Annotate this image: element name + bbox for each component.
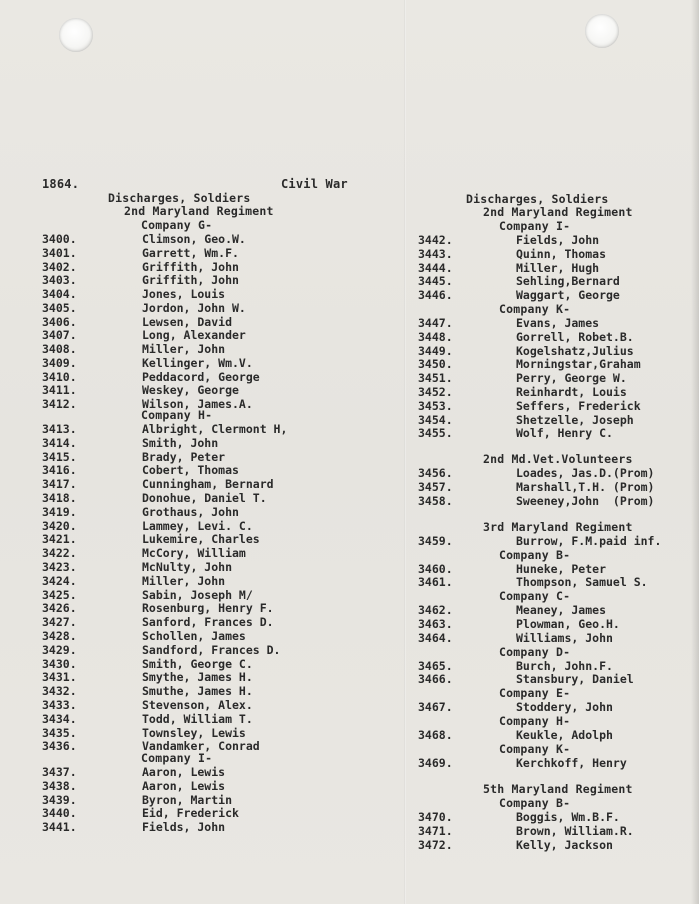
left-company-g-label: Company G- [141, 218, 213, 232]
entry-number: 3452. [418, 385, 453, 399]
entry-number: 3453. [418, 398, 453, 413]
entry-name: Evans, James [516, 316, 600, 330]
entry-name: Miller, Hugh [516, 260, 600, 275]
entry-name: Cunningham, Bernard [142, 477, 274, 492]
list-item [418, 700, 613, 715]
entry-number: 3403. [42, 273, 77, 288]
entry-number: 3419. [42, 504, 77, 519]
entry-number: 3418. [42, 491, 77, 505]
entry-name: Perry, George W. [516, 371, 627, 386]
fifth-company-b-label: Company B- [499, 796, 571, 810]
page-edge-shadow [691, 0, 699, 904]
entry-name: Jones, Louis [142, 287, 226, 301]
entry-number: 3424. [42, 573, 77, 588]
entry-number: 3434. [42, 711, 77, 726]
entry-name: Jordon, John W. [142, 300, 246, 315]
entry-name: Miller, John [142, 342, 226, 356]
entry-number: 3464. [418, 631, 453, 645]
entry-number: 3433. [42, 698, 77, 712]
entry-name: Lukemire, Charles [142, 532, 260, 547]
entry-name: Donohue, Daniel T. [142, 491, 267, 505]
entry-name: Stoddery, John [516, 700, 613, 714]
right-company-k-label: Company K- [499, 302, 571, 316]
entry-name: Smith, John [142, 435, 219, 450]
entry-number: 3461. [418, 575, 453, 589]
entry-name: Seffers, Frederick [516, 398, 641, 413]
entry-number: 3435. [42, 725, 77, 740]
list-item [418, 672, 634, 687]
vet-volunteers-label: 2nd Md.Vet.Volunteers [483, 452, 633, 466]
list-item [418, 617, 620, 632]
entry-name: Burrow, F.M.paid inf. [516, 534, 662, 548]
entry-number: 3429. [42, 642, 77, 657]
entry-number: 3408. [42, 342, 77, 356]
entry-number: 3405. [42, 300, 77, 315]
entry-number: 3450. [418, 357, 453, 372]
entry-name: Lammey, Levi. C. [142, 518, 253, 533]
fifth-regiment-label: 5th Maryland Regiment [483, 782, 633, 796]
third-company-h-label: Company H- [499, 714, 571, 728]
entry-name: Rosenburg, Henry F. [142, 601, 274, 616]
entry-number: 3428. [42, 629, 77, 643]
entry-number: 3438. [42, 778, 77, 793]
entry-name: Brady, Peter [142, 449, 226, 464]
left-company-h-label: Company H- [141, 408, 213, 422]
entry-name: Gorrell, Robet.B. [516, 329, 634, 344]
right-heading: Discharges, Soldiers [466, 192, 609, 206]
entry-number: 3406. [42, 314, 77, 329]
entry-name: Waggart, George [516, 288, 620, 303]
entry-name: Reinhardt, Louis [516, 385, 627, 399]
entry-name: Vandamker, Conrad [142, 739, 260, 754]
entry-name: Eid, Frederick [142, 806, 239, 821]
entry-number: 3471. [418, 823, 453, 838]
entry-name: Weskey, George [142, 383, 239, 398]
entry-number: 3446. [418, 288, 453, 303]
entry-name: Fields, John [142, 820, 226, 835]
entry-number: 3401. [42, 245, 77, 260]
entry-number: 3468. [418, 728, 453, 742]
punch-hole-left [59, 18, 93, 52]
punch-hole-right [585, 14, 619, 48]
entry-number: 3459. [418, 534, 453, 548]
entry-number: 3426. [42, 601, 77, 616]
entry-number: 3413. [42, 422, 77, 436]
entry-number: 3445. [418, 274, 453, 289]
entry-name: Brown, William.R. [516, 823, 634, 838]
entry-name: Morningstar,Graham [516, 357, 641, 372]
entry-number: 3462. [418, 603, 453, 617]
left-regiment: 2nd Maryland Regiment [124, 204, 274, 218]
list-item [418, 756, 627, 771]
third-company-k-label: Company K- [499, 742, 571, 756]
entry-name: Cobert, Thomas [142, 463, 239, 478]
entry-number: 3431. [42, 670, 77, 685]
entry-number: 3417. [42, 477, 77, 492]
entry-name: Miller, John [142, 573, 226, 588]
entry-number: 3436. [42, 739, 77, 754]
entry-name: Stansbury, Daniel [516, 672, 634, 686]
entry-name: Burch, John.F. [516, 659, 613, 673]
entry-number: 3444. [418, 260, 453, 275]
entry-name: Williams, John [516, 631, 613, 645]
entry-name: Lewsen, David [142, 314, 233, 329]
entry-number: 3420. [42, 518, 77, 533]
entry-name: Wilson, James.A. [142, 397, 253, 411]
entry-number: 3443. [418, 246, 453, 261]
entry-name: Smuthe, James H. [142, 684, 253, 699]
entry-name: Sehling,Bernard [516, 274, 620, 289]
right-company-i-label: Company I- [499, 219, 571, 233]
entry-number: 3409. [42, 355, 77, 370]
entry-number: 3458. [418, 493, 453, 508]
entry-number: 3469. [418, 756, 453, 770]
entry-number: 3422. [42, 546, 77, 561]
entry-number: 3404. [42, 287, 77, 301]
entry-name: Griffith, John [142, 259, 239, 274]
entry-name: Marshall,T.H. (Prom) [516, 479, 655, 494]
left-heading: Discharges, Soldiers [108, 191, 251, 205]
entry-number: 3427. [42, 615, 77, 630]
entry-name: Kelly, Jackson [516, 837, 613, 852]
third-company-e-label: Company E- [499, 686, 571, 700]
entry-number: 3447. [418, 316, 453, 330]
entry-name: Garrett, Wm.F. [142, 245, 239, 260]
entry-number: 3423. [42, 560, 77, 574]
entry-number: 3442. [418, 233, 453, 247]
left-company-i-label: Company I- [141, 751, 213, 765]
entry-name: Peddacord, George [142, 369, 260, 384]
entry-number: 3448. [418, 329, 453, 344]
entry-number: 3421. [42, 532, 77, 547]
third-company-b-label: Company B- [499, 548, 571, 562]
entry-name: Quinn, Thomas [516, 246, 607, 261]
entry-number: 3416. [42, 463, 77, 478]
entry-number: 3432. [42, 684, 77, 699]
page-fold [404, 0, 406, 904]
entry-number: 3437. [42, 765, 77, 779]
entry-name: Keukle, Adolph [516, 728, 613, 742]
entry-number: 3440. [42, 806, 77, 821]
entry-name: Climson, Geo.W. [142, 232, 246, 246]
entry-number: 3441. [42, 820, 77, 835]
entry-number: 3410. [42, 369, 77, 384]
entry-name: Huneke, Peter [516, 562, 607, 576]
third-regiment-label: 3rd Maryland Regiment [483, 520, 633, 534]
entry-name: Sabin, Joseph M/ [142, 587, 253, 602]
entry-name: Sandford, Frances D. [142, 642, 281, 657]
entry-name: Shetzelle, Joseph [516, 412, 634, 427]
entry-name: Griffith, John [142, 273, 239, 288]
entry-name: McNulty, John [142, 560, 233, 574]
entry-number: 3463. [418, 617, 453, 631]
entry-name: Kellinger, Wm.V. [142, 355, 253, 370]
year-label: 1864. [42, 177, 80, 191]
entry-number: 3467. [418, 700, 453, 714]
list-item [418, 631, 613, 646]
entry-name: Townsley, Lewis [142, 725, 246, 740]
entry-number: 3449. [418, 343, 453, 358]
entry-name: Boggis, Wm.B.F. [516, 810, 620, 824]
entry-name: Aaron, Lewis [142, 778, 226, 793]
entry-name: Plowman, Geo.H. [516, 617, 620, 631]
entry-number: 3460. [418, 562, 453, 576]
list-item [418, 603, 607, 618]
entry-number: 3457. [418, 479, 453, 494]
entry-name: Aaron, Lewis [142, 765, 226, 779]
entry-number: 3430. [42, 656, 77, 671]
entry-name: McCory, William [142, 546, 246, 561]
entry-name: Grothaus, John [142, 504, 239, 519]
entry-number: 3415. [42, 449, 77, 464]
third-company-d-label: Company D- [499, 645, 571, 659]
entry-number: 3456. [418, 466, 453, 480]
entry-name: Long, Alexander [142, 328, 246, 343]
entry-number: 3454. [418, 412, 453, 427]
entry-number: 3465. [418, 659, 453, 673]
list-item [418, 728, 613, 743]
entry-number: 3470. [418, 810, 453, 824]
entry-name: Thompson, Samuel S. [516, 575, 648, 589]
entry-name: Kerchkoff, Henry [516, 756, 627, 770]
list-item [418, 534, 662, 549]
entry-name: Todd, William T. [142, 711, 253, 726]
right-regiment: 2nd Maryland Regiment [483, 205, 633, 219]
entry-number: 3412. [42, 397, 77, 411]
entry-name: Loades, Jas.D.(Prom) [516, 466, 655, 480]
entry-number: 3472. [418, 837, 453, 852]
list-item [418, 575, 648, 590]
page-title: Civil War [281, 177, 348, 191]
entry-name: Smythe, James H. [142, 670, 253, 685]
entry-name: Kogelshatz,Julius [516, 343, 634, 358]
entry-number: 3411. [42, 383, 77, 398]
entry-name: Fields, John [516, 233, 600, 247]
entry-name: Sanford, Frances D. [142, 615, 274, 630]
entry-name: Albright, Clermont H, [142, 422, 288, 436]
entry-number: 3466. [418, 672, 453, 686]
entry-name: Smith, George C. [142, 656, 253, 671]
entry-name: Wolf, Henry C. [516, 426, 613, 441]
entry-number: 3400. [42, 232, 77, 246]
entry-name: Schollen, James [142, 629, 246, 643]
entry-number: 3402. [42, 259, 77, 274]
entry-name: Stevenson, Alex. [142, 698, 253, 712]
entry-number: 3451. [418, 371, 453, 386]
entry-name: Meaney, James [516, 603, 607, 617]
entry-number: 3439. [42, 792, 77, 807]
entry-name: Byron, Martin [142, 792, 233, 807]
entry-number: 3414. [42, 435, 77, 450]
entry-name: Sweeney,John (Prom) [516, 493, 655, 508]
entry-number: 3407. [42, 328, 77, 343]
third-company-c-label: Company C- [499, 589, 571, 603]
entry-number: 3425. [42, 587, 77, 602]
entry-number: 3455. [418, 426, 453, 441]
